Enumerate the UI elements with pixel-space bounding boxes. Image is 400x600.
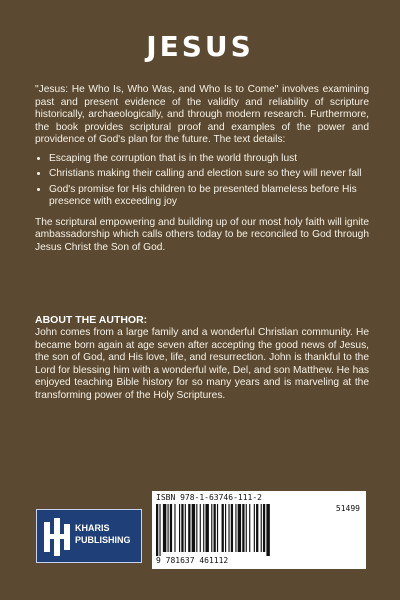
- barcode-bar: [231, 504, 233, 552]
- barcode-bar: [174, 504, 175, 552]
- barcode-bar: [168, 504, 169, 552]
- barcode-bar: [159, 504, 160, 556]
- barcode-bar: [242, 504, 244, 552]
- book-title: JESUS: [146, 30, 254, 63]
- details-list: [35, 153, 369, 209]
- barcode-number: 9 781637 461112: [156, 556, 229, 565]
- barcode-bar: [246, 504, 247, 552]
- publisher-mark-icon: [41, 514, 75, 560]
- barcode-bar: [205, 504, 208, 552]
- barcode-bar: [188, 504, 190, 552]
- barcode-bar: [225, 504, 226, 552]
- barcode-bar: [192, 504, 195, 552]
- publisher-logo: [36, 509, 142, 563]
- publisher-name: [75, 522, 141, 546]
- isbn-barcode: [152, 491, 366, 569]
- barcode-bar: [217, 504, 218, 552]
- barcode-bar: [266, 504, 269, 556]
- details-list-item: • Escaping the corruption that is in the world through lust: [49, 153, 369, 166]
- details-list-item: • God's promise for His children to be presented blameless before His presence with exceeding joy: [49, 184, 369, 209]
- about-author-heading: ABOUT THE AUTHOR:: [35, 314, 148, 326]
- barcode-bar: [200, 504, 201, 552]
- barcode-bar: [228, 504, 229, 552]
- barcode-bar: [263, 504, 265, 552]
- details-list-item: • Christians making their calling and election sure so they will never fall: [49, 168, 369, 181]
- description-intro: "Jesus: He Who Is, Who Was, and Who Is to Come" involves examining past and present evidence of the validity and reliability of scripture historically, archaeologically, and through modern research. Furthermore, the book provides scriptural proof and examples of the power and providence of God's plan for the future. The text details:: [35, 84, 369, 145]
- barcode-bars: [156, 504, 316, 556]
- barcode-bar: [185, 504, 186, 552]
- description-closing: The scriptural empowering and building up of our most holy faith will ignite ambassadorship which calls others today to be reconciled to God through Jesus Christ the Son of God.: [35, 216, 369, 253]
- isbn-label: ISBN 978-1-63746-111-2: [156, 493, 262, 502]
- author-bio: John comes from a large family and a wonderful Christian community. He became born again at age seven after accepting the good news of Jesus, the son of God, and His love, life, and resurrection. John is thankful to the Lord for blessing him with a wonderful wife, Del, and son Matthew. He has enjoyed teaching Bible history for so many years and is marveling at the transforming power of the Holy Scriptures.: [35, 327, 369, 401]
- barcode-bar: [214, 504, 216, 552]
- publisher-name-line2: PUBLISHING: [75, 535, 131, 545]
- barcode-bar: [235, 504, 236, 552]
- barcode-bar: [181, 504, 183, 552]
- barcode-bar: [249, 504, 250, 552]
- barcode-bar: [179, 504, 180, 552]
- publisher-name-line1: KHARIS: [75, 523, 110, 533]
- barcode-bar: [238, 504, 241, 552]
- book-description: [35, 84, 369, 260]
- barcode-bar: [163, 504, 166, 552]
- barcode-bar: [261, 504, 262, 552]
- barcode-bar: [256, 504, 258, 552]
- barcode-bar: [203, 504, 204, 552]
- barcode-bar: [211, 504, 212, 552]
- barcode-bar: [254, 504, 255, 552]
- barcode-bar: [170, 504, 172, 552]
- price-code: 51499: [335, 504, 360, 513]
- barcode-bar: [156, 504, 158, 556]
- barcode-bar: [222, 504, 224, 552]
- barcode-bar: [196, 504, 197, 552]
